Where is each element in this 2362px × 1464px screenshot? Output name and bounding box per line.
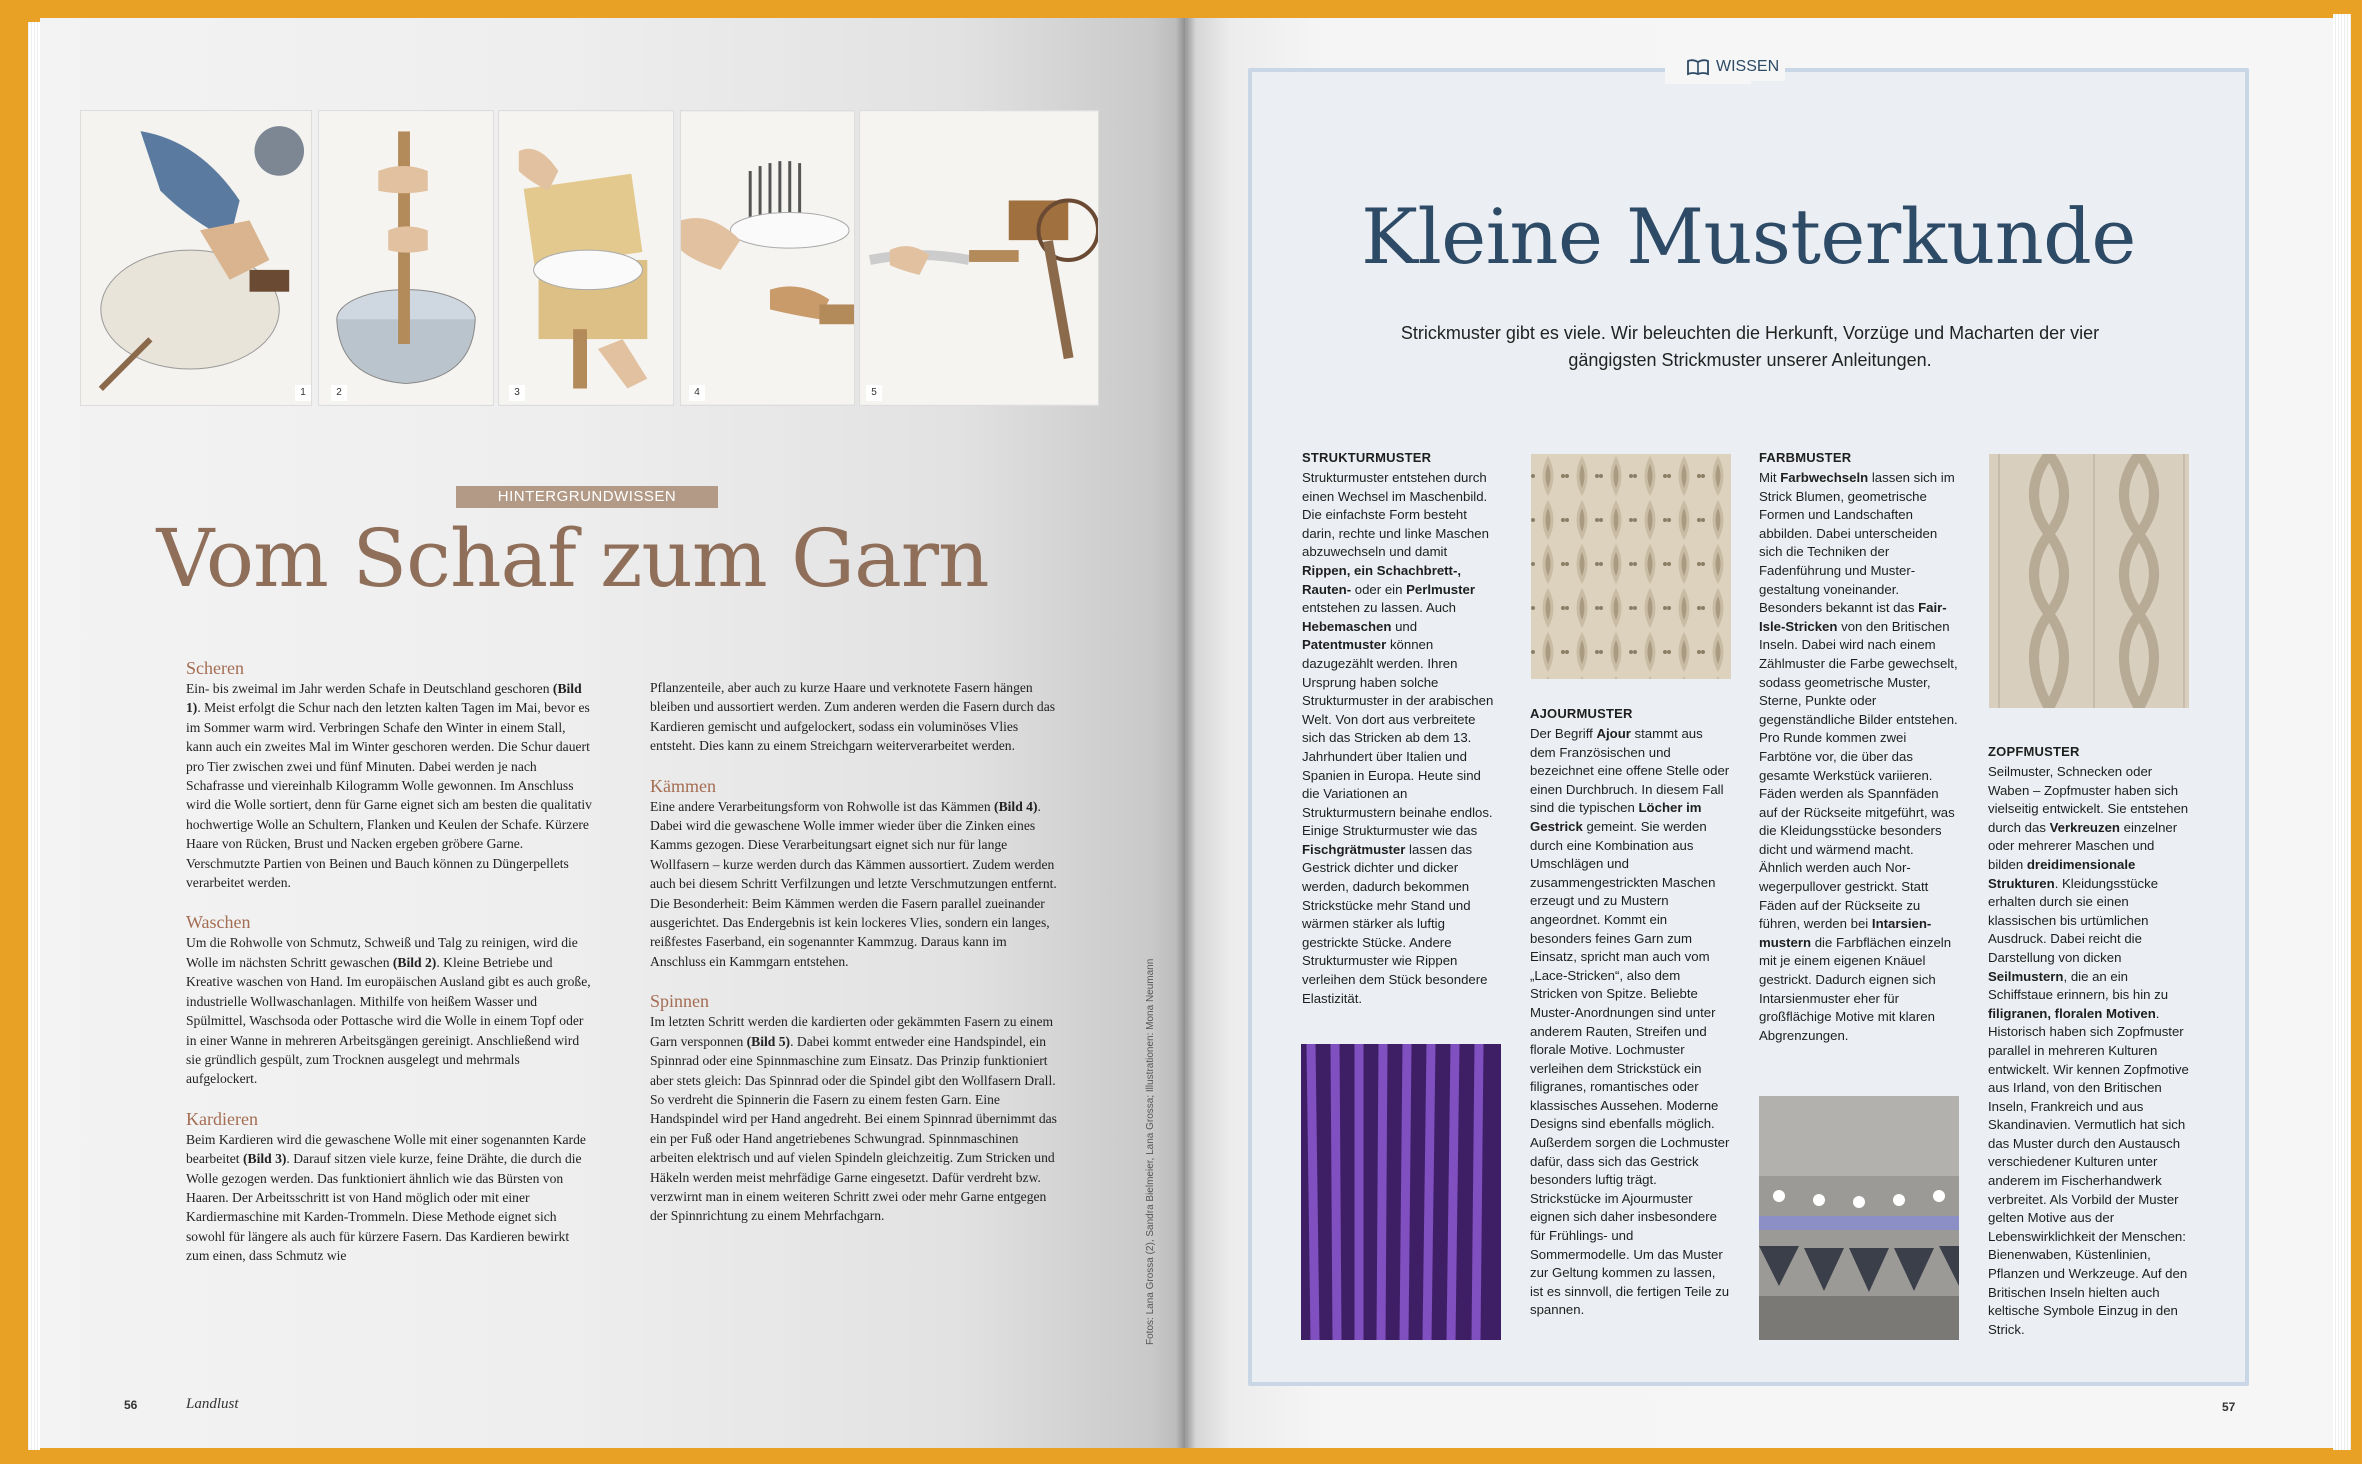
lead-paragraph: Strickmuster gibt es viele. Wir beleuchten die Herkunft, Vorzüge und Macharten der vier gängigsten Strickmuster unserer Anleitungen. — [1400, 323, 2100, 370]
body-paragraph: Um die Rohwolle von Schmutz, Schweiß und Talg zu reinigen, wird die Wolle im nächsten Schritt gewaschen (Bild 2). Kleine Betriebe und Kreative waschen von Hand. Im europäischen Ausland gibt es auch große, industrielle Wollwaschanlagen. Mithilfe von heißem Wasser und Spülmittel, Waschsoda oder Pottasche wird die Wolle in einem Topf oder in einer Wanne in mehreren Arbeitsgängen gereinigt. Anschließend wird sie gründlich gespült, zum Trocknen ausgelegt und mehrmals aufgelockert. — [186, 935, 591, 1087]
illustration-carding — [498, 110, 674, 406]
illustration-combing — [680, 110, 855, 406]
body-paragraph: Im letzten Schritt werden die kardierten oder gekämmten Fasern zu einem Garn versponnen (Bild 5). Dabei kommt entweder eine Handspindel, ein Spinnrad oder eine Spinnmaschine zum Einsatz. Das Prinzip funktioniert aber stets gleich: Das Spinnrad oder die Spindel gibt den Wollfasern Drall. So verdreht die Spinnerin die Fasern zu einem festen Garn. Eine Handspindel wird per Hand angedreht. Bei einem Spinnrad übernimmt das ein per Fuß oder Hand angetriebenes Schwungrad. Spinnmaschinen arbeiten elektrisch und auf vielen Spindeln gleichzeitig. Zum Stricken und Häkeln werden meist mehrfädige Garne eingesetzt. Dafür verdreht bzw. verzwirnt man in einem weiteren Schritt zwei oder mehr Garne entgegen der Spinnrichtung zu einem Mehrfachgarn. — [650, 1014, 1057, 1224]
text-ajourmuster — [1530, 706, 1730, 1320]
section-heading: Spinnen — [650, 991, 710, 1012]
image-number: 3 — [509, 385, 525, 401]
page-edge-left — [28, 22, 40, 1450]
text-farbmuster — [1759, 450, 1959, 1045]
body-paragraph: Ein- bis zweimal im Jahr werden Schafe in Deutschland geschoren (Bild 1). Meist erfolgt die Schur nach den letzten kalten Tagen im Mai, bevor es im Sommer warm wird. Verbringen Schafe den Winter in einem Stall, kann auch ein zweites Mal im Winter geschoren werden. Die Schur dauert pro Tier zwischen zwei und fünf Minuten. Dabei werden je nach Schafrasse und viereinhalb Kilogramm Wolle gewonnen. Im Anschluss wird die Wolle sortiert, denn für Garne eignet sich am besten die qualitativ hochwertige Wolle an Schultern, Flanken und Keulen der Schafe. Kürzere Haare von Rücken, Brust und Nacken ergeben gröbere Garne. Verschmutzte Partien von Beinen und Bauch können zu Düngerpellets verarbeitet werden. — [186, 681, 592, 891]
book-icon — [1686, 58, 1710, 76]
magazine-logo: Landlust — [186, 1396, 239, 1412]
section-heading: Scheren — [186, 658, 244, 678]
body-zopfmuster: Seilmuster, Schnecken oder Waben – Zopfmuster haben sich vielseitig entwickelt. Sie entstehen durch das Verkreuzen einzelner oder mehrerer Maschen und bilden dreidimensionale Strukturen. Kleidungsstücke erhalten durch sie einen klassischen bis urtümlichen Ausdruck. Dabei reicht die Darstellung von dicken Seilmustern, die an ein Schiffstaue erinnern, bis hin zu filigranen, floralen Motiven. Historisch haben sich Zopfmuster parallel in mehreren Kulturen entwickelt. Wir kennen Zopfmotive aus Irland, von den Britischen Inseln, Frankreich und aus Skandinavien. Vermutlich hat sich das Muster durch den Austausch verschiedener Kulturen unter anderem im Fischerhandwerk verbreitet. Als Vorbild der Muster gelten Motive aus der Lebenswirklichkeit der Menschen: Bienenwaben, Küstenlinien, Pflanzen und Werkzeuge. Auf den Britischen Inseln hielten auch keltische Symbole Einzug in den Strick. — [1988, 764, 2189, 1337]
heading-strukturmuster: STRUKTURMUSTER — [1302, 450, 1432, 465]
section-label-text: WISSEN — [1716, 58, 1780, 75]
text-column-1 — [186, 658, 594, 1266]
body-paragraph: Beim Kardieren wird die gewaschene Wolle mit einer sogenannten Karde bearbeitet (Bild 3). Darauf sitzen viele kurze, feine Drähte, die durch die Wolle gezogen werden. Das funktioniert ähnlich wie das Bürsten von Haaren. Der Arbeitsschritt ist von Hand möglich oder mit einer Kardiermaschine mit Karden-Trommeln. Diese Methode eignet sich sowohl für längere als auch für kürzere Fasern. Das Kardieren bewirkt zum einen, dass Schmutz wie — [186, 1131, 586, 1264]
body-paragraph: Pflanzenteile, aber auch zu kurze Haare und verknotete Fasern hängen bleiben und aussortiert werden. Zum anderen werden die Fasern durch das Kardieren gemischt und aufgelockert, sodass ein voluminöses Vlies entsteht. Dies kann zu einem Streichgarn weiterverarbeitet werden. — [650, 680, 1056, 754]
photo-rib-knit — [1301, 1044, 1501, 1340]
image-number: 2 — [331, 385, 347, 401]
body-ajourmuster: Der Begriff Ajour stammt aus dem Französischen und bezeichnet eine offene Stelle oder einen Durchbruch. In diesem Fall sind die typischen Löcher im Gestrick gemeint. Sie werden durch eine Kombination aus Umschlägen und zusammengestrickten Maschen erzeugt und zu Mustern angeordnet. Kommt ein besonders feines Garn zum Einsatz, spricht man auch vom „Lace-Stricken“, also dem Stricken von Spitze. Beliebte Muster-Anordnungen sind unter anderem Rauten, Streifen und florale Motive. Lochmuster verleihen dem Strickstück ein filigranes, romantisches oder klassisches Aussehen. Moderne Designs sind ebenfalls möglich. Außerdem sorgen die Lochmuster dafür, dass sich das Gestrick besonders luftig trägt. Strickstücke im Ajourmuster eignen sich daher insbesondere für Frühlings- und Sommermodelle. Um das Muster zur Geltung kommen zu lassen, ist es sinnvoll, die fertigen Teile zu spannen. — [1530, 726, 1730, 1318]
image-number: 5 — [866, 385, 882, 401]
section-label — [1680, 53, 1785, 81]
heading-farbmuster: FARBMUSTER — [1759, 450, 1852, 465]
section-tag: HINTERGRUNDWISSEN — [456, 486, 718, 508]
heading-zopfmuster: ZOPFMUSTER — [1988, 744, 2080, 759]
illustration-washing — [318, 110, 494, 406]
text-strukturmuster — [1302, 450, 1498, 1008]
page-number-right: 57 — [2222, 1400, 2236, 1414]
page-edge-right — [2333, 14, 2351, 1450]
section-heading: Waschen — [186, 912, 251, 933]
image-number: 1 — [295, 385, 311, 401]
book-spine-shadow — [1176, 18, 1196, 1448]
article-title-right: Kleine Musterkunde — [1361, 192, 2136, 281]
body-strukturmuster: Strukturmuster entstehen durch einen Wechsel im Maschenbild. Die einfachste Form besteht darin, rechte und linke Maschen abzuwechseln und damit Rippen, ein Schachbrett-, Rauten- oder ein Perlmuster entstehen zu lassen. Auch Hebemaschen und Patentmuster können dazugezählt werden. Ihren Ursprung haben solche Strukturmuster in der arabischen Welt. Von dort aus verbreitete sich das Stricken ab dem 13. Jahrhundert über Italien und Spanien in Europa. Heute sind die Variationen an Strukturmustern beinahe endlos. Einige Strukturmuster wie das Fischgrätmuster lassen das Gestrick dichter und dicker werden, dadurch bekommen Strickstücke mehr Stand und wärmen stärker als luftig gestrickte Stücke. Andere Strukturmuster wie Rippen verleihen dem Stück besondere Elastizität. — [1302, 470, 1494, 1006]
photo-credit: Fotos: Lana Grossa (2), Sandra Bielmeier, Lana Grossa; Illustrationen: Mona Neumann — [1145, 958, 1156, 1345]
image-number: 4 — [689, 385, 705, 401]
photo-cable-knit — [1989, 454, 2189, 708]
body-farbmuster: Mit Farbwechseln lassen sich im Strick Blumen, geometrische Formen und Landschaften abbilden. Dabei unterscheiden sich die Techniken der Fadenführung und Mustergestaltung voneinander. Besonders bekannt ist das Fair-Isle-Stricken von den Britischen Inseln. Dabei wird nach einem Zählmuster die Farbe gewechselt, sodass geometrische Muster, Sterne, Punkte oder gegenständliche Bilder entstehen. Pro Runde kommen zwei Farbtöne vor, die über das gesamte Werkstück variieren. Fäden werden als Spannfäden auf der Rückseite mitgeführt, was die Kleidungsstücke besonders dicht und wärmend macht. Ähnlich werden auch Norwegerpullover gestrickt. Statt Fäden auf der Rückseite zu führen, werden bei Intarsienmustern die Farbflächen einzeln mit je einem eigenen Knäuel gestrickt. Dadurch eignen sich Intarsienmuster eher für großflächige Motive mit klaren Abgrenzungen. — [1759, 470, 1958, 1043]
page-number-left: 56 — [124, 1398, 138, 1412]
illustration-shearing — [80, 110, 312, 406]
text-zopfmuster — [1988, 744, 2192, 1339]
photo-ajour-knit — [1531, 454, 1731, 679]
section-heading: Kardieren — [186, 1108, 258, 1129]
illustration-spinning — [859, 110, 1099, 406]
body-paragraph: Eine andere Verarbeitungsform von Rohwolle ist das Kämmen (Bild 4). Dabei wird die gewaschene Wolle immer wieder über die Zinken eines Kamms gezogen. Diese Verarbeitungsart eignet sich nur für lange Wollfasern – kurze werden durch das Kämmen aussortiert. Zudem werden auch bei diesem Schritt Verfilzungen und letzte Verschmutzungen entfernt. Die Besonderheit: Beim Kämmen werden die Fasern parallel zueinander ausgerichtet. Das Endergebnis ist kein lockeres Vlies, sondern ein langes, reißfestes Faserband, ein sogenannter Kammzug. Daraus kann im Anschluss ein Kammgarn entstehen. — [650, 798, 1057, 969]
heading-ajourmuster: AJOURMUSTER — [1530, 706, 1633, 721]
photo-fairisle-knit — [1759, 1096, 1959, 1340]
section-heading: Kämmen — [650, 775, 716, 796]
text-column-2 — [650, 678, 1060, 1226]
article-title: Vom Schaf zum Garn — [156, 512, 989, 605]
